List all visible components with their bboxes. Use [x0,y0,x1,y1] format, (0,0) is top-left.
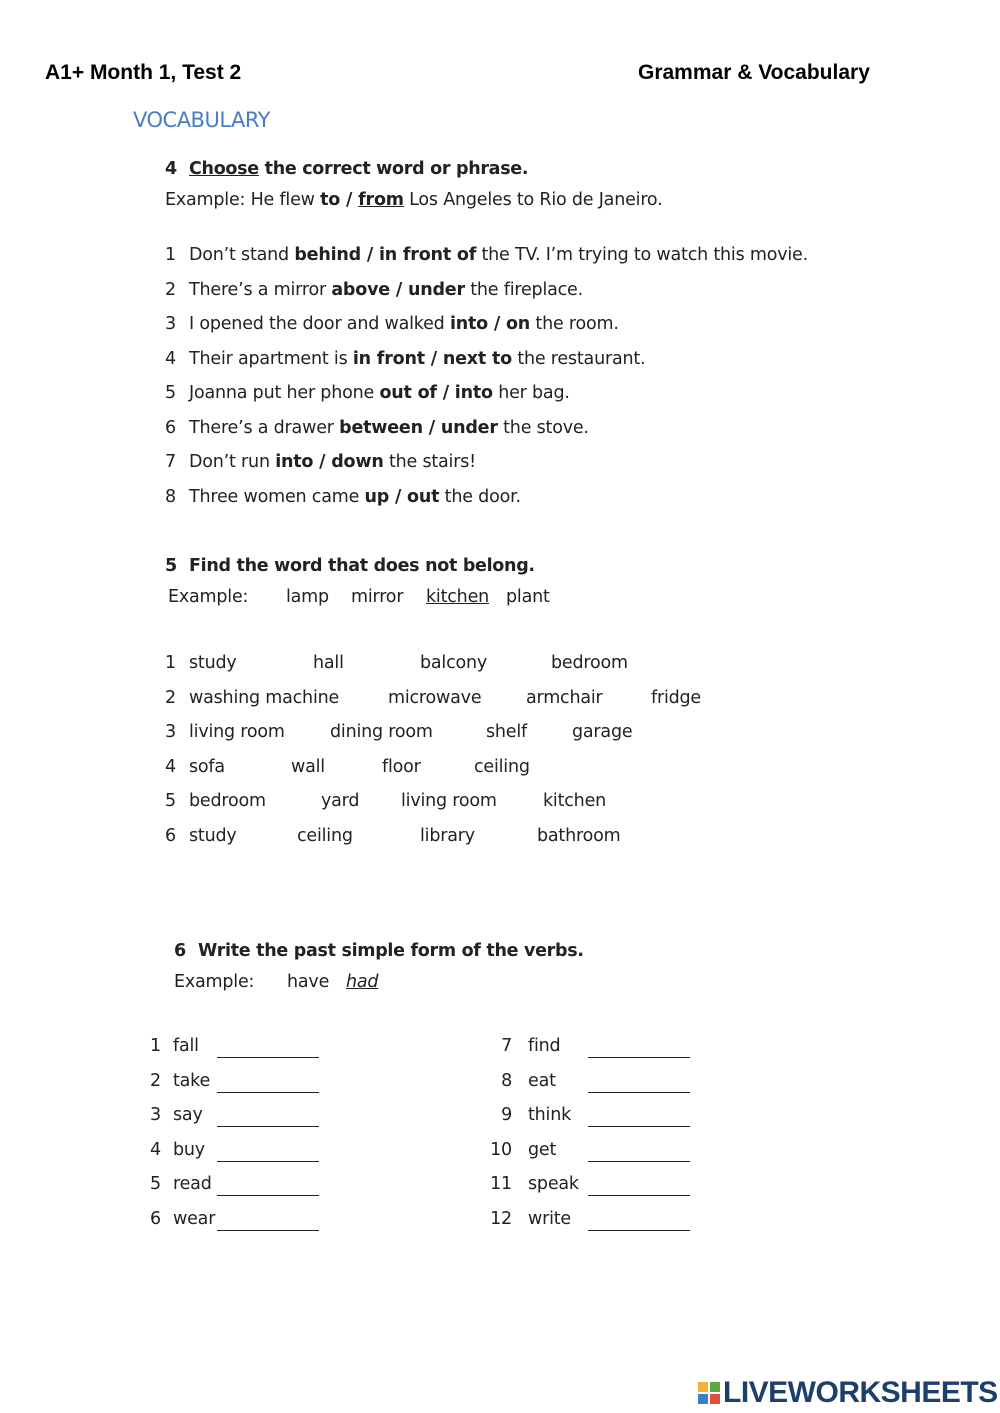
answer-blank[interactable] [217,1078,319,1093]
item-options: in front / next to [352,348,512,369]
word-option[interactable]: armchair [526,687,603,708]
logo-block [698,1382,708,1392]
exercise-number: 4 [165,159,177,179]
ex4-item [165,487,521,507]
verb: buy [173,1139,205,1160]
logo-block [710,1394,720,1404]
answer-blank[interactable] [217,1181,319,1196]
word-option[interactable]: living room [189,722,285,742]
item-number: 11 [490,1174,512,1194]
example-answer: had [346,972,379,992]
word-option[interactable]: kitchen [543,791,607,811]
item-number: 4 [150,1139,161,1160]
item-number: 6 [165,825,176,846]
item-number: 7 [501,1036,512,1056]
logo-block [698,1394,708,1404]
test-subject: Grammar & Vocabulary [638,61,870,84]
ex4-item [165,280,583,300]
exercise-number: 5 [165,556,177,576]
item-text: There’s a mirror [189,279,332,300]
item-options: up / out [364,486,440,507]
test-title: A1+ Month 1, Test 2 [45,61,242,84]
item-text: the stairs! [383,452,476,472]
word-option[interactable]: study [189,653,237,673]
item-text: Don’t run [189,452,276,472]
word-option[interactable]: study [189,825,237,846]
answer-blank[interactable] [217,1147,319,1162]
item-number: 1 [165,245,176,265]
ex4-item [165,452,476,472]
item-number: 1 [165,653,176,673]
word-option[interactable]: fridge [651,687,702,708]
item-number: 6 [150,1208,161,1229]
word-option[interactable]: shelf [486,722,527,742]
example-prefix: Example: He flew [165,190,321,210]
answer-blank[interactable] [217,1112,319,1127]
item-number: 3 [150,1105,161,1125]
ex4-item [165,314,619,334]
answer-blank[interactable] [588,1078,690,1093]
section-title: VOCABULARY [133,108,270,132]
exercise-5-example-label: Example: [168,587,249,607]
word-option[interactable]: sofa [189,756,225,777]
item-number: 2 [150,1070,161,1091]
item-number: 5 [165,383,176,403]
item-number: 8 [165,486,176,507]
item-text: Joanna put her phone [189,383,380,403]
word-option[interactable]: dining room [330,722,433,742]
example-answer-word: kitchen [426,587,490,607]
title-text: Find the word that does not belong. [189,556,535,576]
answer-blank[interactable] [588,1112,690,1127]
word-option[interactable]: ceiling [297,825,353,846]
verb: say [173,1105,203,1125]
exercise-6-example-label: Example: [174,972,255,992]
word-option[interactable]: bedroom [551,653,628,673]
verb: fall [173,1036,199,1056]
exercise-6-title [174,941,584,961]
exercise-4-title [165,159,528,179]
word-option[interactable]: bathroom [537,825,621,846]
item-text: the fireplace. [464,279,583,300]
word-option[interactable]: living room [401,791,497,811]
example-word: plant [506,587,550,607]
answer-blank[interactable] [217,1043,319,1058]
word-option[interactable]: bedroom [189,791,266,811]
item-options: out of / into [379,383,493,403]
verb: get [528,1139,557,1160]
exercise-number: 6 [174,941,186,961]
ex4-item [165,245,808,265]
word-option[interactable]: library [420,825,475,846]
ex4-item [165,349,645,369]
answer-blank[interactable] [588,1216,690,1231]
item-number: 4 [165,756,176,777]
item-number: 3 [165,722,176,742]
verb: take [173,1070,211,1091]
word-option[interactable]: washing machine [189,687,340,708]
item-text: Their apartment is [189,348,353,369]
verb: wear [173,1208,216,1229]
word-option[interactable]: floor [382,756,421,777]
verb: eat [528,1070,556,1091]
item-number: 3 [165,314,176,334]
item-number: 4 [165,348,176,369]
item-options: above / under [331,279,465,300]
item-text: There’s a drawer [189,417,340,438]
item-text: Three women came [189,486,365,507]
answer-blank[interactable] [217,1216,319,1231]
example-word: lamp [286,587,329,607]
item-text: the stove. [497,417,589,438]
item-number: 6 [165,417,176,438]
item-options: into / down [275,452,384,472]
item-text: the restaurant. [511,348,646,369]
word-option[interactable]: balcony [420,653,488,673]
item-options: behind / in front of [294,245,477,265]
item-text: her bag. [492,383,570,403]
item-number: 2 [165,687,176,708]
exercise-4-example [165,190,663,210]
logo-block [710,1382,720,1392]
item-text: the TV. I’m trying to watch this movie. [476,245,808,265]
example-option: to / [320,190,359,210]
item-number: 7 [165,452,176,472]
example-word: mirror [351,587,404,607]
item-number: 1 [150,1036,161,1056]
title-rest: the correct word or phrase. [258,159,529,179]
verb: read [173,1174,212,1194]
exercise-5-title [165,556,535,576]
item-number: 10 [490,1139,512,1160]
ex4-item [165,383,570,403]
word-option[interactable]: wall [291,756,325,777]
example-suffix: Los Angeles to Rio de Janeiro. [403,190,663,210]
item-text: the room. [530,314,619,334]
verb: think [528,1105,572,1125]
item-text: the door. [439,486,521,507]
item-number: 12 [490,1208,512,1229]
word-option[interactable]: ceiling [474,756,530,777]
ex4-item [165,418,589,438]
example-verb: have [287,972,330,992]
answer-blank[interactable] [588,1147,690,1162]
title-text: Write the past simple form of the verbs. [198,941,584,961]
item-number: 5 [150,1174,161,1194]
item-text: Don’t stand [189,245,295,265]
word-option[interactable]: garage [572,722,633,742]
answer-blank[interactable] [588,1181,690,1196]
example-answer: from [358,190,404,210]
title-emphasis: Choose [189,159,259,179]
answer-blank[interactable] [588,1043,690,1058]
item-text: I opened the door and walked [189,314,450,334]
logo-text: LIVEWORKSHEETS [723,1376,998,1409]
item-number: 8 [501,1070,512,1091]
verb: find [528,1036,561,1056]
item-options: into / on [449,314,531,334]
verb: write [528,1208,571,1229]
item-number: 5 [165,791,176,811]
word-option[interactable]: hall [313,653,344,673]
item-number: 9 [501,1105,512,1125]
verb: speak [528,1174,579,1194]
item-options: between / under [339,417,498,438]
word-option[interactable]: microwave [388,687,482,708]
item-number: 2 [165,279,176,300]
word-option[interactable]: yard [321,791,360,811]
